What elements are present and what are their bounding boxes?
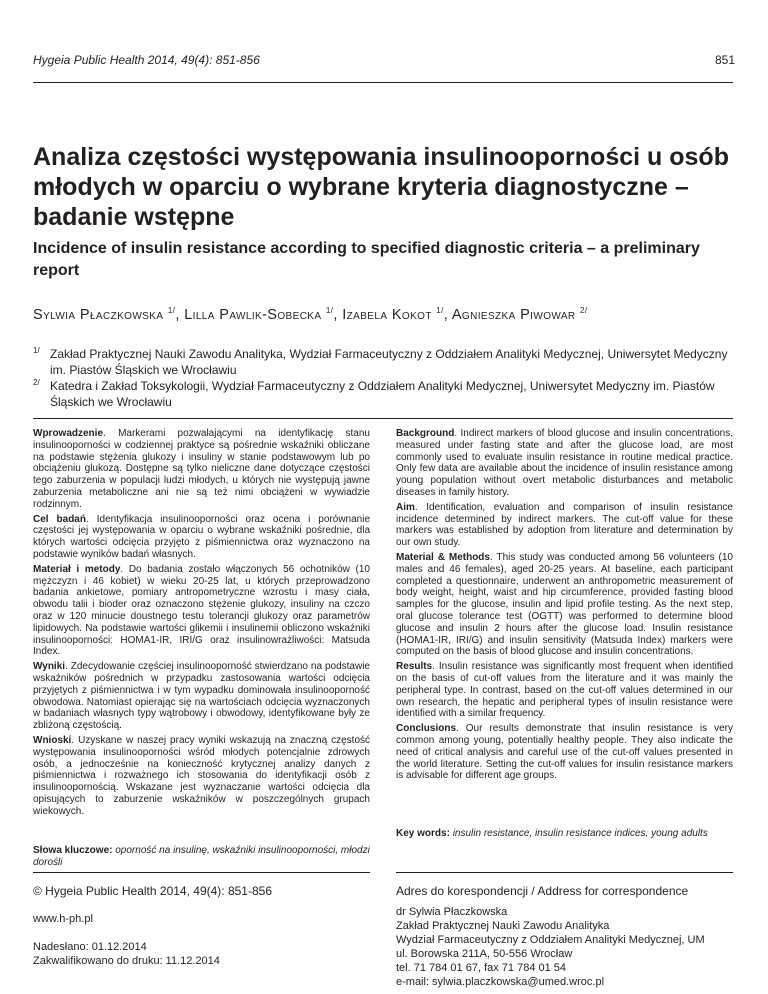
abstract-paragraph: Wyniki. Zdecydowanie częściej insulinooporność stwierdzano na podstawie wskaźników pośrednich w przypadku zastosowania wartości odcięcia przyjętych z piśmiennictwa i w tym wypadku dominowała insulinooporność obwodowa. Natomiast opierając się na wartościach odcięcia wyznaczonych w badaniach własnych typy wątrobowy i obwodowy, identyfikowane były ze zbliżoną częstością. [33, 661, 370, 732]
footer-divider-left [33, 872, 370, 873]
abstract-heading: Results [396, 661, 433, 673]
address-line: Zakład Praktycznej Nauki Zawodu Analityka [396, 920, 610, 932]
accepted-date: Zakwalifikowano do druku: 11.12.2014 [33, 955, 220, 967]
correspondence-address [396, 905, 705, 989]
journal-website[interactable]: www.h-ph.pl [33, 913, 93, 925]
abstract-heading: Aim [396, 501, 415, 513]
email-line[interactable]: e-mail: sylwia.placzkowska@umed.wroc.pl [396, 976, 605, 988]
abstract-heading: Wyniki [33, 661, 66, 673]
keywords-english [396, 828, 733, 840]
abstract-paragraph: Material & Methods. This study was conducted among 56 volunteers (10 males and 46 females), aged 20-25 years. At baseline, each participant completed a questionnaire, underwent an anthropometric measurement of body weight, height, waist and hip circumference, provided fasting blood samples for the glucose, insulin and lipid profile testing. As the next step, oral glucose tolerance test (OGTT) was performed to determine blood glucose and insulin 2 hours after the glucose load. Insulin resistance (HOMA1-IR, IRI/G) and insulin sensitivity (Matsuda Index) markers were computed on the basis of blood glucose and insulin concentrations. [396, 551, 733, 658]
affiliation-number: 2/ [33, 378, 40, 387]
affiliation-text: Katedra i Zakład Toksykologii, Wydział Farmaceutyczny z Oddziałem Analityki Medycznej, Uniwersytet Medyczny im. Piastów Śląskich we Wrocławiu [50, 379, 715, 409]
abstract-heading: Wnioski [33, 734, 72, 746]
abstract-heading: Conclusions [396, 723, 457, 735]
abstract-polish [33, 428, 370, 821]
abstract-paragraph: Background. Indirect markers of blood glucose and insulin concentrations, measured under fasting state and after the glucose load, are most commonly used to evaluate insulin resistance in routine medical practice. Only few data are available about the incidence of insulin resistance among young population without overt metabolic disturbances and metabolic diseases in family history. [396, 428, 733, 498]
author-name: Agnieszka Piwowar [451, 306, 576, 323]
article-title-pl: Analiza częstości występowania insulinooporności u osób młodych w oparciu o wybrane kryteria diagnostyczne – badanie wstępne [33, 143, 729, 231]
keywords-text: insulin resistance, insulin resistance indices, young adults [452, 828, 708, 839]
abstract-text: Our results demonstrate that insulin resistance is very common among young, potentially healthy people. They also indicate the need of critical analysis and careful use of the cut-off values presented in the world literature. Setting the cut-off values for insulin resistance markers is advisable for different age groups. [396, 723, 733, 782]
correspondence-heading: Adres do korespondencji / Address for correspondence [396, 884, 689, 898]
abstract-heading: Materiał i metody [33, 563, 121, 575]
keywords-label: Key words: [396, 828, 450, 839]
address-line: dr Sylwia Płaczkowska [396, 906, 508, 918]
address-line: ul. Borowska 211A, 50-556 Wrocław [396, 948, 573, 960]
abstract-heading: Material & Methods [396, 551, 490, 563]
keywords-text: oporność na insulinę, wskaźniki insulinooporności, młodzi dorośli [33, 845, 370, 868]
page-number: 851 [714, 53, 735, 67]
abstract-paragraph: Wprowadzenie. Markerami pozwalającymi na identyfikację stanu insulinooporności w codziennej praktyce są pośrednie wskaźniki obliczane na podstawie stężenia glukozy i insuliny w stanie podstawowym lub po obciążeniu glukozą. Dostępne są tylko nieliczne dane dotyczące częstości tego zaburzenia w populacji ludzi młodych, u których nie występują jawne zaburzenia metaboliczne ani nie są też nimi obciążeni w wywiadzie rodzinnym. [33, 428, 370, 510]
author-affiliation-mark: 1/ [325, 306, 334, 315]
author-name: Lilla Pawlik-Sobecka [184, 306, 322, 323]
author-affiliation-mark: 2/ [579, 306, 588, 315]
abstract-text: Uzyskane w naszej pracy wyniki wskazują na znaczną częstość występowania insulinooporności wśród młodych potencjalnie zdrowych osób, a jednocześnie na konieczność krytycznej analizy danych z piśmiennictwa i rozważnego ich stosowania do identyfikacji osób z insulinoopornością. Wskazane jest wyznaczanie wartości odcięcia dla opisujących to zaburzenie wskaźników w poszczególnych grupach wiekowych. [33, 734, 371, 817]
keywords-label: Słowa kluczowe: [33, 845, 113, 856]
abstract-heading: Background [396, 428, 455, 439]
affiliation-text: Zakład Praktycznej Nauki Zawodu Analityka, Wydział Farmaceutyczny z Oddziałem Analityki Medycznej, Uniwersytet Medyczny im. Piastów Śląskich we Wrocławiu [50, 347, 728, 377]
header-divider [33, 82, 733, 83]
abstract-text: Insulin resistance was significantly most frequent when identified on the basis of cut-off values from the literature and it was mainly the peripheral type. In contrast, based on the cut-off values determined in our own research, the hepatic and peripheral types of insulin resistance were identified with a similar frequency. [396, 661, 734, 720]
abstract-text: Zdecydowanie częściej insulinooporność stwierdzano na podstawie wskaźników pośrednich w przypadku zastosowania wartości odcięcia przyjętych z piśmiennictwa i w tym wypadku dominowała insulinooporność obwodowa. Natomiast opierając się na wartościach odcięcia wyznaczonych w badaniach własnych typy wątrobowy i obwodowy, identyfikowane były ze zbliżoną częstością. [33, 661, 370, 732]
abstract-paragraph: Aim. Identification, evaluation and comparison of insulin resistance incidence determined by indirect markers. The cut-off value for these markers was established by adoption from literature and determination by our own study. [396, 501, 733, 549]
abstract-paragraph: Results. Insulin resistance was significantly most frequent when identified on the basis of cut-off values from the literature and it was mainly the peripheral type. In contrast, based on the cut-off values determined in our own research, the hepatic and peripheral types of insulin resistance were identified with a similar frequency. [396, 661, 734, 720]
affiliation-1 [33, 346, 733, 378]
author-list: Sylwia Płaczkowska $^{1/}$, Lilla Pawlik-Sobecka $^{1/}$, Izabela Kokot $^{1/}$, Agnieszka Piwowar $^{2/}$ [33, 306, 588, 323]
running-head: Hygeia Public Health 2014, 49(4): 851-856 [33, 53, 260, 67]
author-name: Izabela Kokot [342, 306, 432, 323]
abstract-text: Markerami pozwalającymi na identyfikację stanu insulinooporności w codziennej praktyce są pośrednie wskaźniki obliczane na podstawie stężenia glukozy i insuliny w stanie podstawowym lub po obciążeniu glukozą. Dostępne są tylko nieliczne dane dotyczące częstości tego zaburzenia w populacji ludzi młodych, u których nie występują jawne zaburzenia metaboliczne ani nie są też nimi obciążeni w wywiadzie rodzinnym. [33, 428, 370, 510]
abstract-paragraph: Materiał i metody. Do badania zostało włączonych 56 ochotników (10 mężczyzn i 46 kobiet) w wieku 20-25 lat, u których przeprowadzono badania ankietowe, pomiary antropometryczne wzrostu i masy ciała, obwodu talii i bioder oraz oznaczono stężenie glukozy, insuliny na czczo oraz w 120 minucie doustnego testu tolerancji glukozy oraz parametrów lipidowych. Na podstawie wartości glikemii i insulinemii obliczono wskaźniki insulinooporności: HOMA1-IR, IRI/G oraz insulinowrażliwości: Matsuda Index. [33, 563, 370, 658]
abstract-text: Identyfikacja insulinooporności oraz ocena i porównanie częstości jej występowania w oparciu o wybrane wskaźniki pośrednie, dla których wartości odcięcia przyjęto z piśmiennictwa oraz wyznaczono na podstawie wyników badań własnych. [33, 513, 371, 560]
affiliation-number: 1/ [33, 346, 40, 355]
abstract-paragraph: Wnioski. Uzyskane w naszej pracy wyniki wskazują na znaczną częstość występowania insulinooporności wśród młodych potencjalnie zdrowych osób, a jednocześnie na konieczność krytycznej analizy danych z piśmiennictwa i rozważnego ich stosowania do identyfikacji osób z insulinoopornością. Wskazane jest wyznaczanie wartości odcięcia dla opisujących to zaburzenie wskaźników w poszczególnych grupach wiekowych. [33, 734, 371, 817]
abstract-paragraph: Cel badań. Identyfikacja insulinooporności oraz ocena i porównanie częstości jej występowania w oparciu o wybrane wskaźniki pośrednie, dla których wartości odcięcia przyjęto z piśmiennictwa oraz wyznaczono na podstawie wyników badań własnych. [33, 513, 371, 560]
author-affiliation-mark: 1/ [167, 306, 176, 315]
copyright-line: © Hygeia Public Health 2014, 49(4): 851-856 [33, 884, 272, 898]
abstract-text: Do badania zostało włączonych 56 ochotników (10 mężczyzn i 46 kobiet) w wieku 20-25 lat, u których przeprowadzono badania ankietowe, pomiary antropometryczne wzrostu i masy ciała, obwodu talii i bioder oraz oznaczono stężenie glukozy, insuliny na czczo oraz w 120 minucie doustnego testu tolerancji glukozy oraz parametrów lipidowych. Na podstawie wartości glikemii i insulinemii obliczono wskaźniki insulinooporności: HOMA1-IR, IRI/G oraz insulinowrażliwości: Matsuda Index. [33, 563, 370, 658]
abstract-english [396, 428, 733, 785]
author-name: Sylwia Płaczkowska [33, 306, 164, 323]
footer-divider-right [396, 872, 733, 873]
article-title-en: Incidence of insulin resistance according to specified diagnostic criteria – a preliminary report [33, 240, 700, 279]
abstract-paragraph: Conclusions. Our results demonstrate that insulin resistance is very common among young, potentially healthy people. They also indicate the need of critical analysis and careful use of the cut-off values presented in the world literature. Setting the cut-off values for insulin resistance markers is advisable for different age groups. [396, 723, 733, 782]
abstract-text: This study was conducted among 56 volunteers (10 males and 46 females), aged 20-25 years. At baseline, each participant completed a questionnaire, underwent an anthropometric measurement of body weight, height, waist and hip circumference, provided fasting blood samples for the glucose, insulin and lipid profile testing. As the next step, oral glucose tolerance test (OGTT) was performed to determine blood glucose and insulin 2 hours after the glucose load. Insulin resistance (HOMA1-IR, IRI/G) and insulin sensitivity (Matsuda Index) markers were computed on the basis of blood glucose and insulin concentrations. [396, 551, 733, 658]
abstract-heading: Wprowadzenie [33, 428, 104, 439]
abstract-divider [33, 418, 733, 419]
abstract-text: Indirect markers of blood glucose and insulin concentrations, measured under fasting state and after the glucose load, are most commonly used to evaluate insulin resistance in routine medical practice. Only few data are available about the incidence of insulin resistance among young population without overt metabolic disturbances and metabolic diseases in family history. [396, 428, 733, 498]
author-affiliation-mark: 1/ [436, 306, 444, 315]
affiliation-2 [33, 378, 733, 410]
address-line: Wydział Farmaceutyczny z Oddziałem Analityki Medycznej, UM [396, 934, 705, 946]
abstract-heading: Cel badań [33, 513, 86, 525]
address-line: tel. 71 784 01 67, fax 71 784 01 54 [396, 962, 567, 974]
abstract-text: Identification, evaluation and comparison of insulin resistance incidence determined by indirect markers. The cut-off value for these markers was established by adoption from literature and determination by our own study. [396, 501, 733, 549]
received-date: Nadesłano: 01.12.2014 [33, 941, 147, 953]
keywords-polish [33, 845, 370, 869]
